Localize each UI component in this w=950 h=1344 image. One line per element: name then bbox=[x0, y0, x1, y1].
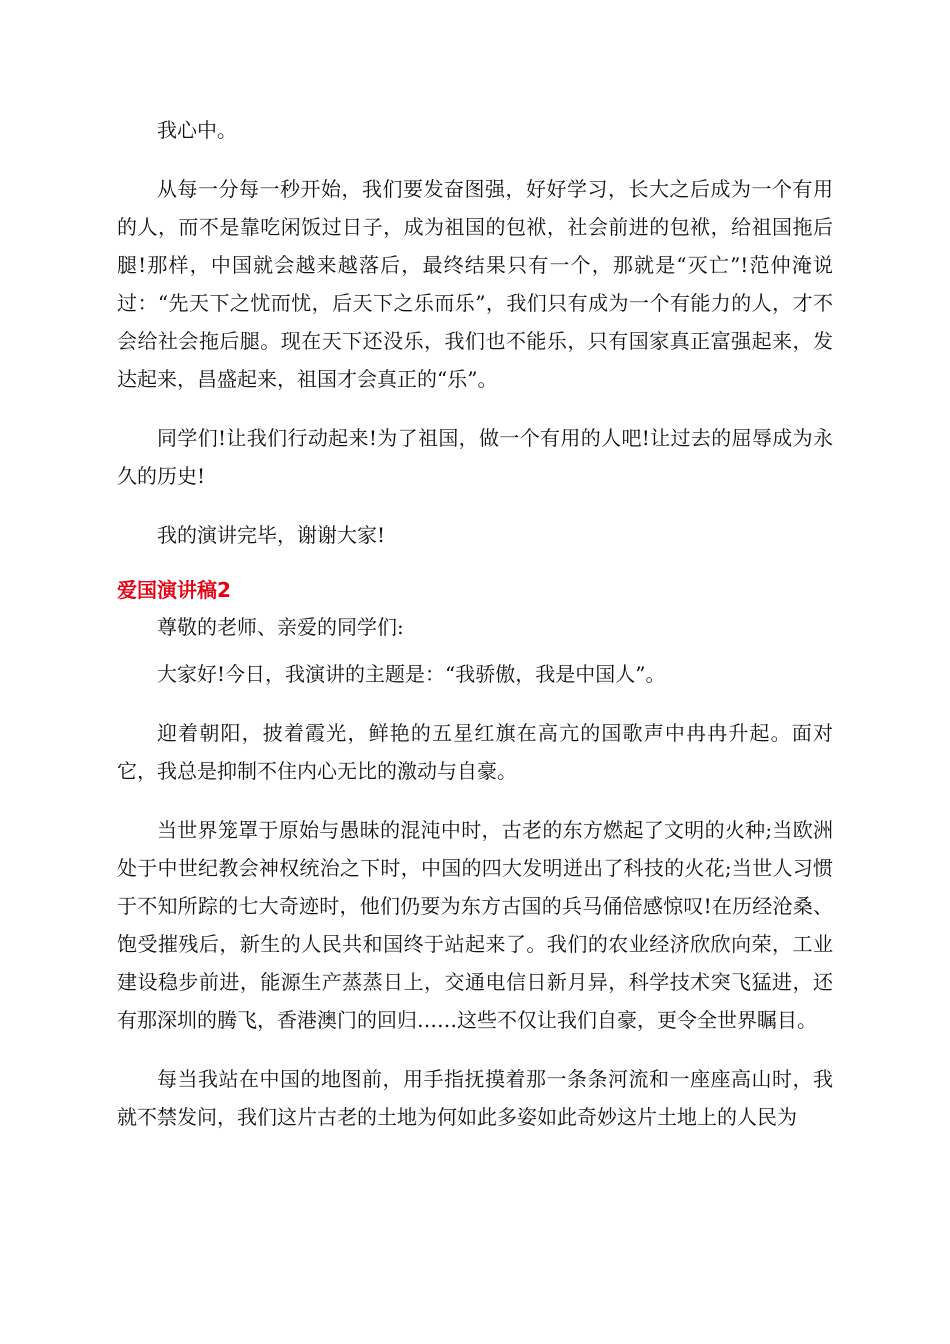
paragraph-salutation: 尊敬的老师、亲爱的同学们: bbox=[157, 615, 404, 639]
section-heading: 爱国演讲稿2 bbox=[117, 578, 231, 602]
paragraph-study-hard: 从每一分每一秒开始，我们要发奋图强，好好学习，长大之后成为一个有用的人，而不是靠吃闲饭过日子，成为祖国的包袱，社会前进的包袱，给祖国拖后腿!那样，中国就会越来越落后，最终结果只有一个，那就是“灭亡”!范仲淹说过：“先天下之忧而忧，后天下之乐而乐”，我们只有成为一个有能力的人，才不会给社会拖后腿。现在天下还没乐，我们也不能乐，只有国家真正富强起来，发达起来，昌盛起来，祖国才会真正的“乐”。 bbox=[117, 177, 833, 391]
paragraph-call-to-action: 同学们!让我们行动起来!为了祖国，做一个有用的人吧!让过去的屈辱成为永久的历史! bbox=[117, 426, 833, 488]
document-body bbox=[117, 111, 833, 1157]
paragraph-closing-fragment: 我心中。 bbox=[157, 118, 237, 142]
paragraph-speech-end: 我的演讲完毕，谢谢大家! bbox=[157, 523, 386, 547]
paragraph-map: 每当我站在中国的地图前，用手指抚摸着那一条条河流和一座座高山时，我就不禁发问，我们这片古老的土地为何如此多姿如此奇妙这片土地上的人民为 bbox=[117, 1067, 833, 1129]
paragraph-flag-raising: 迎着朝阳，披着霞光，鲜艳的五星红旗在高亢的国歌声中冉冉升起。面对它，我总是抑制不住内心无比的激动与自豪。 bbox=[117, 721, 833, 783]
paragraph-greeting-topic: 大家好!今日，我演讲的主题是：“我骄傲，我是中国人”。 bbox=[157, 662, 666, 686]
paragraph-history: 当世界笼罩于原始与愚昧的混沌中时，古老的东方燃起了文明的火种;当欧洲处于中世纪教会神权统治之下时，中国的四大发明迸出了科技的火花;当世人习惯于不知所踪的七大奇迹时，他们仍要为东方古国的兵马俑倍感惊叹!在历经沧桑、饱受摧残后，新生的人民共和国终于站起来了。我们的农业经济欣欣向荣，工业建设稳步前进，能源生产蒸蒸日上，交通电信日新月异，科学技术突飞猛进，还有那深圳的腾飞，香港澳门的回归……这些不仅让我们自豪，更令全世界瞩目。 bbox=[117, 818, 833, 1032]
